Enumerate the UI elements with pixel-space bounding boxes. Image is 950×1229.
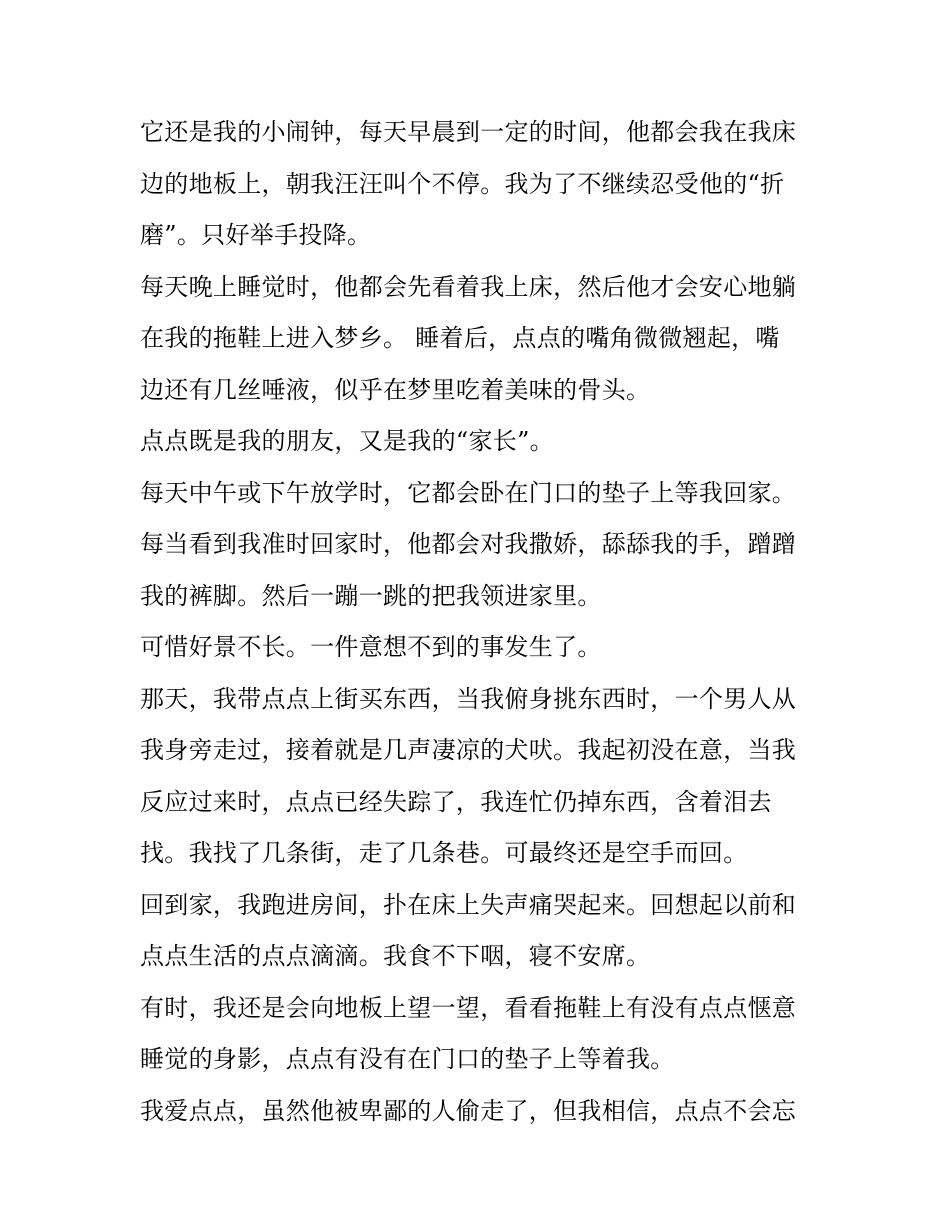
text-line: 每天中午或下午放学时，它都会卧在门口的垫子上等我回家。	[140, 478, 797, 507]
text-line: 在我的拖鞋上进入梦乡。 睡着后，点点的嘴角微微翘起，嘴	[140, 324, 780, 352]
text-line: 找。我找了几条街，走了几条巷。可最终还是空手而回。	[140, 839, 748, 867]
text-line: 那天，我带点点上街买东西，当我俯身挑东西时，一个男人从	[140, 684, 797, 713]
text-line: 每当看到我准时回家时，他都会对我撒娇，舔舔我的手，蹭蹭	[140, 530, 797, 558]
text-line: 边还有几丝唾液，似乎在梦里吃着美味的骨头。	[140, 375, 651, 404]
text-line: 反应过来时，点点已经失踪了，我连忙仍掉东西，含着泪去	[140, 787, 772, 816]
text-line: 可惜好景不长。一件意想不到的事发生了。	[140, 633, 602, 661]
text-line: 我身旁走过，接着就是几声凄凉的犬吠。我起初没在意，当我	[140, 736, 797, 764]
text-line: 我爱点点，虽然他被卑鄙的人偷走了，但我相信，点点不会忘	[140, 1096, 797, 1125]
text-line: 点点生活的点点滴滴。我食不下咽，寝不安席。	[140, 942, 651, 970]
text-line: 每天晚上睡觉时，他都会先看着我上床，然后他才会安心地躺	[140, 272, 797, 301]
text-line: 回到家，我跑进房间，扑在床上失声痛哭起来。回想起以前和	[140, 890, 797, 919]
text-line: 磨”。只好举手投降。	[140, 221, 372, 249]
text-line: 有时，我还是会向地板上望一望，看看拖鞋上有没有点点惬意	[140, 993, 797, 1022]
text-line: 点点既是我的朋友，又是我的“家长”。	[140, 427, 554, 455]
text-line: 我的裤脚。然后一蹦一跳的把我领进家里。	[140, 581, 602, 610]
essay-text	[140, 107, 820, 1137]
text-line: 边的地板上，朝我汪汪叫个不停。我为了不继续忍受他的“折	[140, 169, 785, 198]
text-line: 睡觉的身影，点点有没有在门口的垫子上等着我。	[140, 1045, 675, 1073]
text-line: 它还是我的小闹钟，每天早晨到一定的时间，他都会我在我床	[140, 118, 797, 146]
